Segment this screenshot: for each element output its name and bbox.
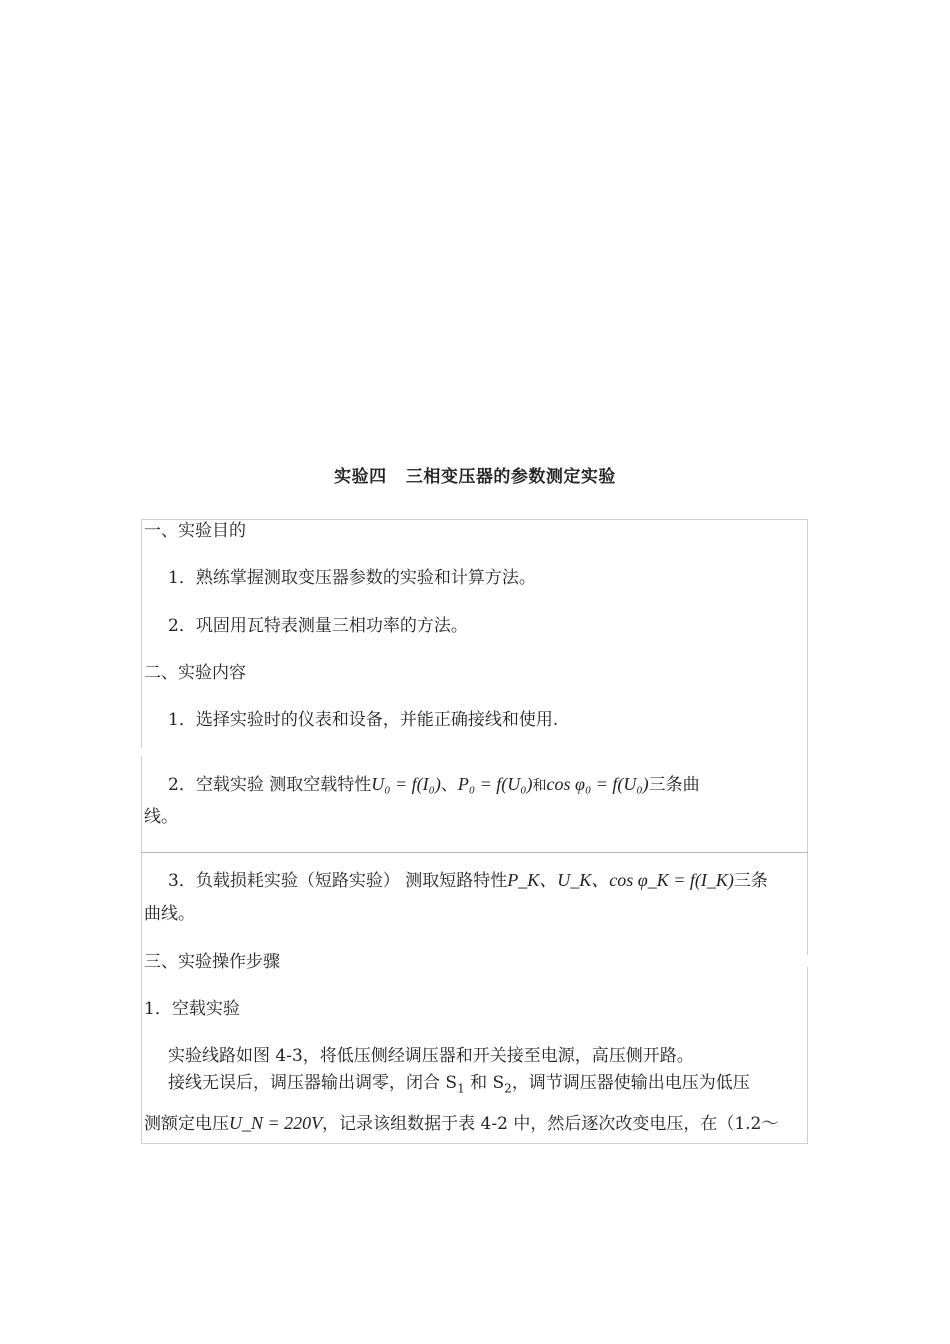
p2-text-a: 接线无误后，调压器输出调零，闭合 S [168, 1073, 458, 1093]
content-item-2-suffix: 三条曲 [648, 775, 700, 795]
page-title: 实验四 三相变压器的参数测定实验 [334, 467, 616, 487]
content-item-1: 1．选择实验时的仪表和设备，并能正确接线和使用. [168, 710, 559, 730]
objective-item-1: 1．熟练掌握测取变压器参数的实验和计算方法。 [168, 568, 536, 588]
procedure-paragraph-2 [168, 1072, 750, 1099]
section-heading-content: 二、实验内容 [144, 663, 246, 683]
formula-rated-voltage: U_N = 220V [229, 1113, 323, 1133]
section-heading-procedure: 三、实验操作步骤 [144, 952, 280, 972]
p3-text-b: ，记录该组数据于表 4-2 中，然后逐次改变电压，在（1.2～ [322, 1114, 779, 1134]
section-heading-objective: 一、实验目的 [144, 521, 246, 541]
content-item-3-wrap: 曲线。 [144, 904, 195, 924]
content-item-2-prefix: 2．空载实验 测取空载特性 [168, 775, 372, 795]
separator: 、 [440, 775, 458, 795]
procedure-paragraph-3 [144, 1112, 778, 1135]
procedure-paragraph-1: 实验线路如图 4-3，将低压侧经调压器和开关接至电源，高压侧开路。 [168, 1046, 694, 1066]
formula-short-cos: cos φ_K = f(I_K) [609, 870, 734, 890]
formula-short-p: P_K、 [507, 870, 558, 890]
frame-gap-left [140, 748, 143, 756]
connector: 和 [532, 778, 547, 794]
content-item-2-wrap: 线。 [144, 807, 178, 827]
formula-no-load-cos: cos φ₀ = f(U₀) [546, 774, 649, 794]
p2-text-b: 和 S [464, 1073, 505, 1093]
content-item-3 [168, 869, 768, 892]
content-item-3-prefix: 3．负载损耗实验（短路实验） 测取短路特性 [168, 871, 508, 891]
p2-subscript-2: 2 [504, 1081, 512, 1096]
formula-short-u: U_K、 [557, 870, 610, 890]
p3-text-a: 测额定电压 [144, 1114, 229, 1134]
divider-1 [141, 852, 808, 853]
procedure-sub-heading: 1．空载实验 [144, 999, 240, 1019]
objective-item-2: 2．巩固用瓦特表测量三相功率的方法。 [168, 616, 468, 636]
content-item-2 [168, 773, 700, 797]
p2-subscript-1: 1 [457, 1081, 465, 1096]
formula-no-load-u: U₀ = f(I₀) [371, 774, 441, 794]
formula-no-load-p: P₀ = f(U₀) [457, 774, 533, 794]
content-item-3-suffix: 三条 [733, 871, 768, 891]
p2-text-c: ，调节调压器使输出电压为低压 [511, 1073, 750, 1093]
frame-gap-right [806, 955, 809, 967]
